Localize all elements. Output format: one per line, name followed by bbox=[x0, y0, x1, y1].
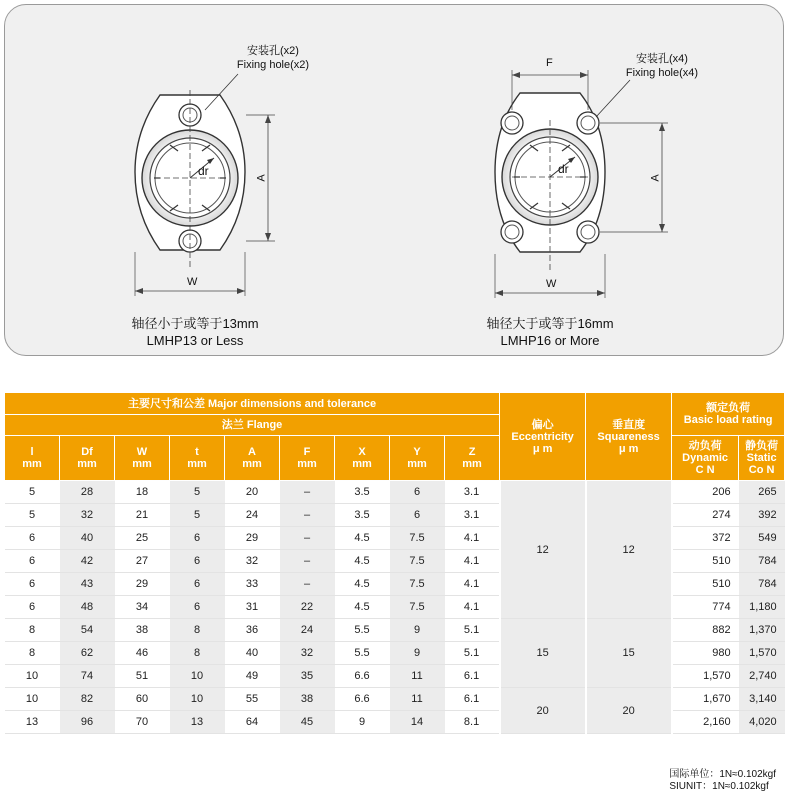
cell-static: 2,740 bbox=[739, 665, 785, 688]
caption-cn: 轴径大于或等于16mm bbox=[486, 316, 614, 331]
cell-z: 4.1 bbox=[445, 573, 500, 596]
cell-l: 6 bbox=[5, 573, 60, 596]
squareness-cn: 垂直度 bbox=[612, 418, 646, 431]
callout-en: Fixing hole(x2) bbox=[236, 59, 310, 71]
col-name: X bbox=[358, 446, 366, 458]
cell-w: 34 bbox=[115, 596, 170, 619]
static-en: Static bbox=[746, 452, 777, 464]
col-header-x bbox=[335, 436, 390, 481]
cell-t: 8 bbox=[170, 642, 225, 665]
cell-l: 6 bbox=[5, 596, 60, 619]
eccentricity-en: Eccentricity bbox=[511, 430, 574, 443]
cell-z: 4.1 bbox=[445, 596, 500, 619]
caption-en: LMHP16 or More bbox=[500, 333, 600, 348]
cell-eccentricity: 20 bbox=[500, 688, 586, 734]
cell-l: 10 bbox=[5, 688, 60, 711]
cell-t: 6 bbox=[170, 573, 225, 596]
cell-dynamic: 774 bbox=[672, 596, 739, 619]
cell-df: 42 bbox=[60, 550, 115, 573]
flange-4-hole-drawing bbox=[495, 70, 668, 298]
dim-dr: dr bbox=[558, 162, 569, 176]
static-cn: 静负荷 bbox=[745, 440, 779, 452]
col-unit: mm bbox=[22, 458, 42, 470]
cell-squareness: 20 bbox=[586, 688, 672, 734]
cell-f: 32 bbox=[280, 642, 335, 665]
unit-note-en: SIUNIT：1N≈0.102kgf bbox=[669, 781, 769, 792]
dim-a: A bbox=[649, 174, 662, 182]
cell-a: 49 bbox=[225, 665, 280, 688]
cell-x: 3.5 bbox=[335, 481, 390, 504]
col-header-z bbox=[445, 436, 500, 481]
cell-f: – bbox=[280, 481, 335, 504]
cell-x: 4.5 bbox=[335, 550, 390, 573]
cell-a: 32 bbox=[225, 550, 280, 573]
cell-static: 1,570 bbox=[739, 642, 785, 665]
cell-t: 5 bbox=[170, 481, 225, 504]
cell-dynamic: 274 bbox=[672, 504, 739, 527]
cell-static: 4,020 bbox=[739, 711, 785, 734]
dynamic-unit: C N bbox=[695, 464, 715, 476]
table-row bbox=[5, 688, 785, 711]
cell-static: 784 bbox=[739, 573, 785, 596]
cell-y: 9 bbox=[390, 642, 445, 665]
callout-cn: 安装孔(x2) bbox=[247, 45, 299, 57]
cell-df: 28 bbox=[60, 481, 115, 504]
cell-static: 784 bbox=[739, 550, 785, 573]
major-dimensions-header: 主要尺寸和公差 Major dimensions and tolerance bbox=[5, 393, 500, 415]
col-header-a bbox=[225, 436, 280, 481]
cell-static: 1,180 bbox=[739, 596, 785, 619]
cell-a: 20 bbox=[225, 481, 280, 504]
cell-x: 6.6 bbox=[335, 665, 390, 688]
load-rating-cn: 额定负荷 bbox=[706, 402, 751, 414]
flange-header: 法兰 Flange bbox=[5, 415, 500, 436]
cell-x: 5.5 bbox=[335, 619, 390, 642]
dim-w: W bbox=[187, 276, 198, 288]
cell-l: 6 bbox=[5, 527, 60, 550]
eccentricity-cn: 偏心 bbox=[531, 418, 554, 431]
cell-static: 549 bbox=[739, 527, 785, 550]
cell-f: 45 bbox=[280, 711, 335, 734]
static-unit: Co N bbox=[748, 464, 775, 476]
cell-dynamic: 882 bbox=[672, 619, 739, 642]
cell-t: 6 bbox=[170, 527, 225, 550]
dim-f: F bbox=[546, 57, 553, 69]
col-unit: mm bbox=[132, 458, 152, 470]
unit-note-cn: 国际单位：1N≈0.102kgf bbox=[669, 769, 776, 780]
eccentricity-unit: μ m bbox=[532, 442, 553, 455]
caption-cn: 轴径小于或等于13mm bbox=[131, 316, 259, 331]
caption-en: LMHP13 or Less bbox=[146, 333, 244, 348]
cell-squareness: 15 bbox=[586, 619, 672, 688]
cell-df: 54 bbox=[60, 619, 115, 642]
cell-f: 22 bbox=[280, 596, 335, 619]
cell-l: 8 bbox=[5, 619, 60, 642]
cell-w: 27 bbox=[115, 550, 170, 573]
cell-static: 265 bbox=[739, 481, 785, 504]
cell-z: 8.1 bbox=[445, 711, 500, 734]
cell-z: 5.1 bbox=[445, 642, 500, 665]
col-name: F bbox=[303, 446, 311, 458]
load-rating-header bbox=[672, 393, 785, 436]
cell-l: 5 bbox=[5, 504, 60, 527]
cell-squareness: 12 bbox=[586, 481, 672, 619]
cell-x: 6.6 bbox=[335, 688, 390, 711]
cell-t: 10 bbox=[170, 688, 225, 711]
cell-df: 43 bbox=[60, 573, 115, 596]
cell-l: 8 bbox=[5, 642, 60, 665]
cell-y: 11 bbox=[390, 688, 445, 711]
cell-a: 64 bbox=[225, 711, 280, 734]
cell-y: 7.5 bbox=[390, 550, 445, 573]
cell-f: – bbox=[280, 573, 335, 596]
cell-static: 3,140 bbox=[739, 688, 785, 711]
cell-z: 3.1 bbox=[445, 481, 500, 504]
table-body bbox=[5, 481, 785, 734]
cell-dynamic: 510 bbox=[672, 550, 739, 573]
cell-z: 5.1 bbox=[445, 619, 500, 642]
cell-y: 6 bbox=[390, 504, 445, 527]
dim-a: A bbox=[255, 174, 268, 182]
cell-y: 6 bbox=[390, 481, 445, 504]
callout-cn: 安装孔(x4) bbox=[636, 53, 688, 65]
col-name: Df bbox=[81, 446, 93, 458]
cell-l: 10 bbox=[5, 665, 60, 688]
cell-z: 3.1 bbox=[445, 504, 500, 527]
cell-x: 9 bbox=[335, 711, 390, 734]
cell-w: 18 bbox=[115, 481, 170, 504]
dim-w: W bbox=[546, 278, 557, 290]
caption-small-shaft bbox=[95, 315, 295, 349]
cell-t: 5 bbox=[170, 504, 225, 527]
col-unit: mm bbox=[352, 458, 372, 470]
cell-a: 31 bbox=[225, 596, 280, 619]
cell-a: 40 bbox=[225, 642, 280, 665]
caption-large-shaft bbox=[450, 315, 650, 349]
cell-y: 7.5 bbox=[390, 596, 445, 619]
eccentricity-header bbox=[500, 393, 586, 481]
cell-f: 24 bbox=[280, 619, 335, 642]
col-header-dynamic bbox=[672, 436, 739, 481]
squareness-header bbox=[586, 393, 672, 481]
col-name: t bbox=[195, 446, 199, 458]
cell-w: 46 bbox=[115, 642, 170, 665]
cell-z: 6.1 bbox=[445, 688, 500, 711]
fixing-hole-callout-4 bbox=[616, 52, 708, 80]
cell-y: 9 bbox=[390, 619, 445, 642]
cell-dynamic: 1,570 bbox=[672, 665, 739, 688]
dynamic-cn: 动负荷 bbox=[688, 440, 722, 452]
col-header-l bbox=[5, 436, 60, 481]
cell-f: 35 bbox=[280, 665, 335, 688]
col-unit: mm bbox=[297, 458, 317, 470]
cell-w: 21 bbox=[115, 504, 170, 527]
col-header-t bbox=[170, 436, 225, 481]
cell-z: 6.1 bbox=[445, 665, 500, 688]
load-rating-en: Basic load rating bbox=[683, 414, 773, 426]
callout-en: Fixing hole(x4) bbox=[625, 67, 699, 79]
cell-f: – bbox=[280, 527, 335, 550]
squareness-en: Squareness bbox=[597, 430, 660, 443]
cell-x: 3.5 bbox=[335, 504, 390, 527]
fixing-hole-callout-2 bbox=[228, 44, 318, 72]
cell-df: 82 bbox=[60, 688, 115, 711]
flange-2-hole-drawing bbox=[135, 74, 275, 296]
col-unit: mm bbox=[187, 458, 207, 470]
cell-x: 5.5 bbox=[335, 642, 390, 665]
col-name: Z bbox=[468, 446, 476, 458]
col-name: Y bbox=[413, 446, 421, 458]
cell-static: 392 bbox=[739, 504, 785, 527]
col-name: W bbox=[136, 446, 148, 458]
cell-x: 4.5 bbox=[335, 596, 390, 619]
cell-t: 6 bbox=[170, 550, 225, 573]
cell-a: 55 bbox=[225, 688, 280, 711]
cell-x: 4.5 bbox=[335, 573, 390, 596]
cell-l: 5 bbox=[5, 481, 60, 504]
col-header-static bbox=[739, 436, 785, 481]
table-row bbox=[5, 481, 785, 504]
cell-f: – bbox=[280, 504, 335, 527]
cell-t: 6 bbox=[170, 596, 225, 619]
cell-df: 74 bbox=[60, 665, 115, 688]
cell-x: 4.5 bbox=[335, 527, 390, 550]
unit-note bbox=[669, 769, 776, 793]
col-name: A bbox=[248, 446, 256, 458]
cell-eccentricity: 12 bbox=[500, 481, 586, 619]
cell-w: 60 bbox=[115, 688, 170, 711]
cell-y: 14 bbox=[390, 711, 445, 734]
cell-eccentricity: 15 bbox=[500, 619, 586, 688]
squareness-unit: μ m bbox=[618, 442, 639, 455]
cell-df: 62 bbox=[60, 642, 115, 665]
cell-dynamic: 510 bbox=[672, 573, 739, 596]
col-unit: mm bbox=[242, 458, 262, 470]
cell-dynamic: 206 bbox=[672, 481, 739, 504]
cell-a: 33 bbox=[225, 573, 280, 596]
cell-f: – bbox=[280, 550, 335, 573]
cell-w: 70 bbox=[115, 711, 170, 734]
col-header-w bbox=[115, 436, 170, 481]
dynamic-en: Dynamic bbox=[682, 452, 729, 464]
col-unit: mm bbox=[462, 458, 482, 470]
cell-z: 4.1 bbox=[445, 550, 500, 573]
col-name: l bbox=[30, 446, 34, 458]
cell-z: 4.1 bbox=[445, 527, 500, 550]
cell-df: 32 bbox=[60, 504, 115, 527]
cell-df: 40 bbox=[60, 527, 115, 550]
cell-dynamic: 1,670 bbox=[672, 688, 739, 711]
table-header bbox=[5, 393, 785, 481]
cell-t: 8 bbox=[170, 619, 225, 642]
col-header-df bbox=[60, 436, 115, 481]
cell-w: 25 bbox=[115, 527, 170, 550]
table-row bbox=[5, 619, 785, 642]
cell-t: 13 bbox=[170, 711, 225, 734]
cell-df: 48 bbox=[60, 596, 115, 619]
cell-a: 36 bbox=[225, 619, 280, 642]
cell-y: 7.5 bbox=[390, 527, 445, 550]
cell-w: 38 bbox=[115, 619, 170, 642]
cell-l: 6 bbox=[5, 550, 60, 573]
cell-df: 96 bbox=[60, 711, 115, 734]
col-header-y bbox=[390, 436, 445, 481]
cell-a: 24 bbox=[225, 504, 280, 527]
cell-w: 51 bbox=[115, 665, 170, 688]
cell-dynamic: 2,160 bbox=[672, 711, 739, 734]
cell-a: 29 bbox=[225, 527, 280, 550]
cell-dynamic: 372 bbox=[672, 527, 739, 550]
spec-table bbox=[4, 392, 785, 734]
col-header-f bbox=[280, 436, 335, 481]
col-unit: mm bbox=[77, 458, 97, 470]
cell-dynamic: 980 bbox=[672, 642, 739, 665]
cell-w: 29 bbox=[115, 573, 170, 596]
cell-y: 11 bbox=[390, 665, 445, 688]
cell-y: 7.5 bbox=[390, 573, 445, 596]
col-unit: mm bbox=[407, 458, 427, 470]
cell-f: 38 bbox=[280, 688, 335, 711]
dim-dr: dr bbox=[198, 164, 209, 178]
cell-static: 1,370 bbox=[739, 619, 785, 642]
cell-t: 10 bbox=[170, 665, 225, 688]
cell-l: 13 bbox=[5, 711, 60, 734]
